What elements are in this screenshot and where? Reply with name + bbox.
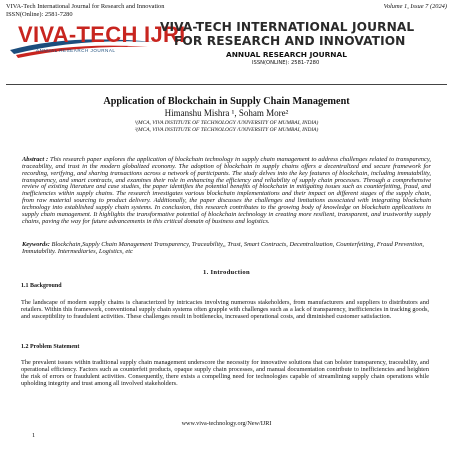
- running-header: [6, 3, 447, 18]
- masthead: [8, 20, 448, 70]
- journal-subtitle: ANNUAL RESEARCH JOURNAL: [226, 50, 347, 60]
- affiliation-1: ¹(MCA, VIVA INSTITUTE OF TECHNOLOGY /UNIVERSITY OF MUMBAI, INDIA): [134, 120, 319, 126]
- keywords-label: Keywords:: [22, 241, 50, 248]
- section-heading-introduction: 1. Introduction: [203, 269, 250, 276]
- abstract-text: This research paper explores the application of blockchain technology in supply chain management to address challenges related to transparency, traceability, and trust in the modern globalized economy. The adoption of blockchain in supply chains offers a decentralized and secure framework for recording, verifying, and sharing transactions across a network of participants. The study delves into the key features of blockchain, including immutability, transparency, and smart contracts, and examines their role in enhancing the efficiency and reliability of supply chain processes. Through a comprehensive review of existing literature and case studies, the paper identifies the potential benefits of blockchain in mitigating issues such as counterfeiting, fraud, and inefficiencies within supply chains. The research investigates various blockchain implementations and their impact on different stages of the supply chain, from raw material sourcing to product delivery. Additionally, the paper discusses the challenges and limitations associated with integrating blockchain technology into established supply chain systems. In conclusion, this research contributes to the growing body of knowledge on blockchain applications in supply chain management. It highlights the transformative potential of blockchain technology in creating more resilient, transparent, and trustworthy supply chains, paving the way for future advancements in this critical domain of business and logistics.: [22, 156, 431, 225]
- logo-subtext: ANNUAL RESEARCH JOURNAL: [36, 48, 116, 53]
- paper-authors: Himanshu Mishra ¹, Soham More²: [164, 108, 289, 118]
- footer-url: www.viva-technology.org/New/IJRI: [181, 420, 272, 427]
- issn-line: ISSN(Online): 2581-7280: [6, 10, 73, 18]
- logo-text: VIVA-TECH IJRI: [18, 22, 186, 47]
- header-rule: [6, 84, 447, 85]
- keywords: [22, 242, 431, 256]
- affiliation-2: ²(MCA, VIVA INSTITUTE OF TECHNOLOGY /UNIVERSITY OF MUMBAI, INDIA): [134, 127, 319, 133]
- subheading-problem-statement: 1.2 Problem Statement: [21, 344, 80, 350]
- abstract-label: Abstract :: [22, 156, 49, 163]
- page-number: 1: [32, 432, 36, 439]
- volume-issue: Volume 1, Issue 7 (2024): [383, 3, 447, 10]
- subheading-background: 1.1 Background: [21, 283, 62, 289]
- journal-title-block: [160, 21, 450, 66]
- journal-line: VIVA-Tech International Journal for Research and Innovation: [6, 3, 165, 10]
- keywords-text: Blockchain,Supply Chain Management Transparency, Traceability,, Trust, Smart Contracts, Decentralization, Counterfeiting, Fraud Prevention, Immutability. Intermediaries, Logistics, etc: [22, 241, 425, 255]
- journal-issn: ISSN(ONLINE): 2581-7280: [252, 60, 320, 67]
- paper-title: Application of Blockchain in Supply Chain Management: [103, 96, 350, 107]
- journal-title-line2: FOR RESEARCH AND INNOVATION: [174, 33, 406, 48]
- journal-logo: [8, 20, 186, 60]
- paragraph-background: The landscape of modern supply chains is characterized by intricacies involving numerous stakeholders, from manufacturers and suppliers to distributors and retailers. Within this framework, conventional supply chain systems often grapple with challenges such as a lack of transparency, inefficiencies in tracking goods, and susceptibility to fraudulent activities. These challenges result in bottlenecks, increased operational costs, and diminished customer satisfaction.: [21, 299, 429, 320]
- journal-title-line1: VIVA-TECH INTERNATIONAL JOURNAL: [160, 20, 415, 34]
- paragraph-problem-statement: The prevalent issues within traditional supply chain management underscore the necessity for innovative solutions that can bolster transparency, traceability, and operational efficiency. Factors such as counterfeit products, opaque supply chain processes, and manual documentation contribute to inefficiencies and heighten the risk of errors or fraudulent activities. Consequently, there exists a compelling need for technologies capable of streamlining supply chain operations while upholding integrity and trust among all involved stakeholders.: [21, 359, 429, 387]
- abstract: [22, 157, 431, 225]
